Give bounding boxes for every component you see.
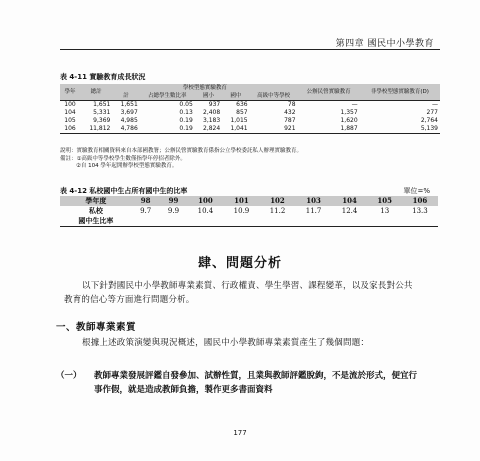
table-cell: 105 [368, 196, 402, 206]
intro-text: 以下針對國民中小學教師專業素質、行政權責、學生學習、課程變革，以及家長對公共教育的信心等方面進行問題分析。 [64, 281, 413, 305]
table-cell: 0.13 [179, 109, 193, 116]
table-cell: 1,651 [112, 101, 139, 110]
t1-group-header: 學校型態實驗教育 [112, 84, 297, 92]
t1-col-sum: 計 [112, 92, 139, 101]
table-cell: 787 [284, 117, 296, 124]
table2-title: 表 4-12 私校國中生占所有國中生的比率 [60, 187, 188, 195]
table-row [60, 101, 440, 110]
table-cell: 3,183 [203, 117, 221, 124]
table1-notes [60, 148, 440, 171]
table-cell: 432 [284, 109, 296, 116]
table-cell: 636 [222, 101, 249, 110]
subsection-title: 一、教師專業素質 [56, 322, 137, 333]
t1-col-non-school: 非學校型態實驗教育(D) [360, 84, 440, 101]
table-row [60, 216, 438, 227]
table-cell: 0.19 [179, 117, 193, 124]
subsection-paragraph [64, 336, 420, 350]
table-cell: 104 [64, 109, 76, 116]
note-line: 說明：實驗教育相關資料來自本部國教署；公辦民營實驗教育係指公立學校委託私人辦理實驗教育。 [60, 148, 303, 154]
table-cell: 學年度 [60, 196, 132, 206]
table-cell: 1,887 [298, 125, 360, 134]
table-cell: 9.9 [167, 207, 180, 215]
t1-col-senior: 高級中等學校 [250, 92, 298, 101]
table-cell: 4,985 [120, 117, 138, 124]
table-cell: 99 [160, 196, 188, 206]
table-cell: 102 [259, 196, 295, 206]
table-row [60, 109, 440, 117]
table-cell: 9,369 [93, 117, 111, 124]
t1-col-ratio: 占總學生數比率 [140, 92, 195, 101]
table-cell: 13.3 [412, 207, 428, 215]
table-cell: 1,041 [222, 125, 249, 134]
table-row [60, 117, 440, 125]
table-cell: 13 [380, 207, 390, 215]
table-cell: 100 [187, 196, 223, 206]
table-cell: 101 [223, 196, 259, 206]
table-cell: 103 [296, 196, 332, 206]
table-row [60, 125, 440, 134]
table-header-row [60, 196, 438, 206]
table-cell: — [298, 101, 360, 110]
table-cell: 2,824 [195, 125, 222, 134]
table-cell: 5,331 [93, 109, 111, 116]
table-cell: — [360, 101, 440, 110]
table-cell: 10.4 [197, 207, 214, 215]
section-title: 肆、問題分析 [197, 256, 282, 271]
table-cell: 10.9 [233, 207, 250, 215]
table-cell: 937 [195, 101, 222, 110]
table-cell: 105 [64, 117, 76, 124]
t1-col-public-private: 公辦民營實驗教育 [298, 84, 360, 101]
note-line: ②自 104 學年起開辦學校型態實驗教育。 [76, 163, 178, 169]
t1-col-total: 總計 [80, 84, 112, 101]
table-cell: 11,812 [80, 125, 112, 134]
table-cell: 0.19 [140, 125, 195, 134]
intro-paragraph [64, 279, 420, 307]
subsection-text: 根據上述政策演變與現況概述，國民中小學教師專業素質產生了幾個問題： [82, 338, 370, 348]
table-cell: 104 [332, 196, 368, 206]
table-row [60, 206, 438, 216]
table-cell: 12.4 [341, 207, 358, 215]
table-cell: 3,697 [120, 109, 138, 116]
chapter-header: 第四章 國民中小學教育 [335, 39, 434, 49]
note-line: 備註：①高級中等學校學生數僅指學年停招者除外。 [60, 155, 186, 162]
table-cell: 1,620 [340, 117, 358, 124]
table-cell: 2,764 [420, 117, 438, 124]
table-cell: 11.7 [305, 207, 322, 215]
table-cell: 國中生比率 [60, 216, 132, 227]
table-cell: 98 [132, 196, 160, 206]
table-cell: 106 [402, 196, 438, 206]
table-cell: 921 [250, 125, 298, 134]
table-cell: 78 [250, 101, 298, 110]
table-cell: 1,357 [340, 109, 358, 116]
table-cell: 1,651 [80, 101, 112, 110]
table-cell: 4,786 [112, 125, 139, 134]
table-cell: 5,139 [360, 125, 440, 134]
list-marker: （一） [56, 371, 82, 381]
t1-col-elementary: 國小 [195, 92, 222, 101]
table-cell: 11.2 [269, 207, 286, 215]
page-number: 177 [233, 429, 247, 437]
table-cell: 857 [236, 109, 248, 116]
table-cell: 277 [426, 109, 438, 116]
t1-col-junior: 國中 [222, 92, 249, 101]
table-cell: 106 [60, 125, 80, 134]
table2 [60, 196, 438, 227]
table-cell: 9.7 [140, 207, 152, 215]
t1-col-year: 學年 [60, 84, 80, 101]
table1-title: 表 4-11 實驗教育成長狀況 [60, 73, 146, 81]
table-cell: 2,408 [203, 109, 221, 116]
table2-unit: 單位=% [403, 187, 430, 195]
header-rule [60, 49, 440, 50]
table-cell: 私校 [88, 206, 103, 215]
table-cell: 0.05 [140, 101, 195, 110]
table-cell: 1,015 [230, 117, 248, 124]
table1 [60, 84, 440, 134]
table-cell: 100 [60, 101, 80, 110]
list-text: 教師專業發展評鑑自發參加、試辦性質，且業與教師評鑑脫鉤，不是流於形式，便宜行事作假，就是造成教師負擔，製作更多書面資料 [94, 371, 418, 395]
